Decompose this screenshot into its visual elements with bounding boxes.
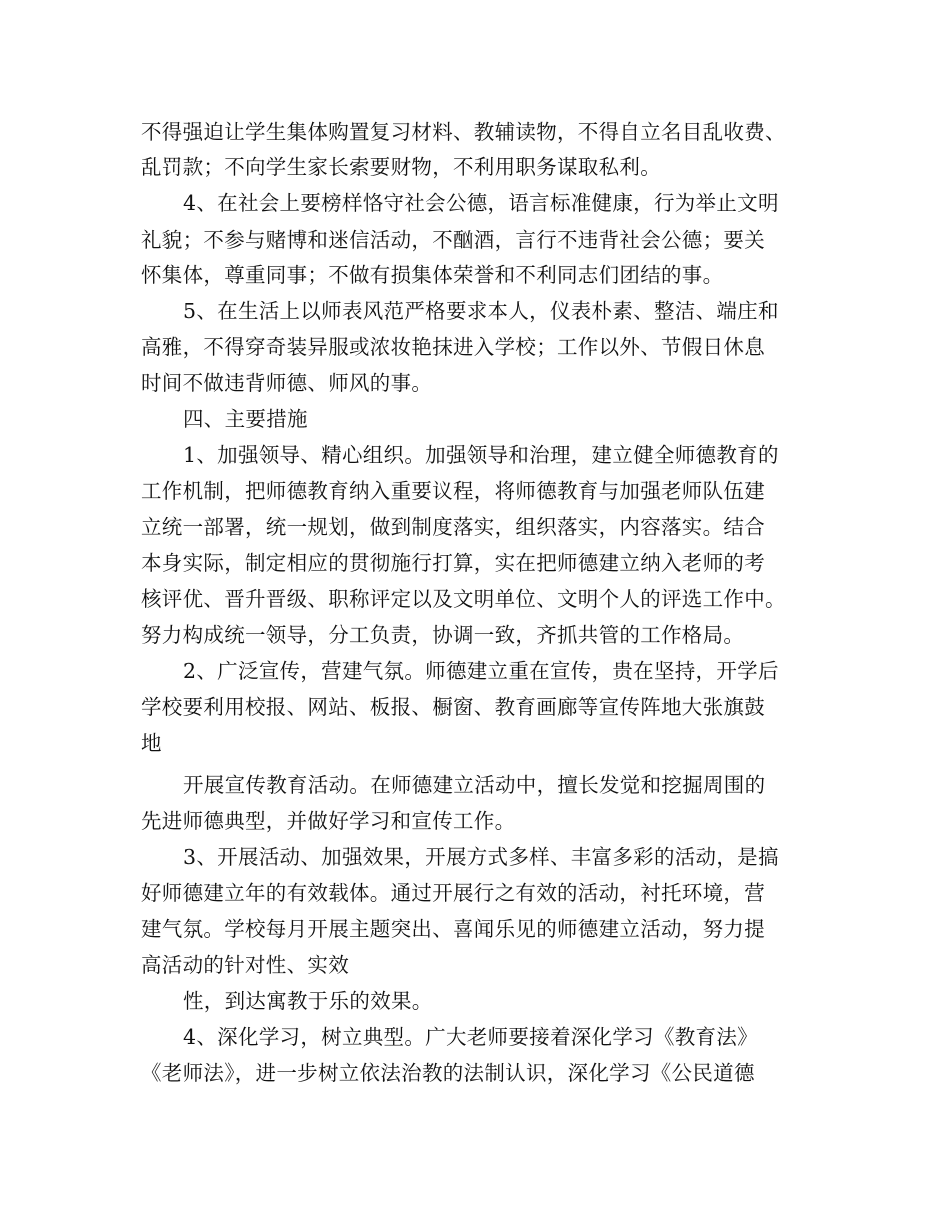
text-line: 《老师法》，进一步树立依法治教的法制认识，深化学习《公民道德	[141, 1061, 755, 1085]
text-line: 开展宣传教育活动。在师德建立活动中，擅长发觉和挖掘周围的	[183, 773, 766, 797]
text-line: 礼貌；不参与赌博和迷信活动，不酗酒，言行不违背社会公德；要关	[141, 228, 765, 252]
text-line: 不得强迫让学生集体购置复习材料、教辅读物，不得自立名目乱收费、	[141, 120, 786, 144]
paragraph-5-start: 5、在生活上以师表风范严格要求本人，仪表朴素、整洁、端庄和	[183, 299, 779, 323]
text-line: 时间不做违背师德、师风的事。	[141, 371, 433, 395]
text-line: 立统一部署，统一规划，做到制度落实，组织落实，内容落实。结合	[141, 515, 765, 539]
text-line: 性，到达寓教于乐的效果。	[183, 989, 433, 1013]
paragraph-4-start: 4、在社会上要榜样恪守社会公德，语言标准健康，行为举止文明	[183, 191, 779, 215]
text-line: 先进师德典型，并做好学习和宣传工作。	[141, 809, 516, 833]
text-line: 高雅，不得穿奇装异服或浓妆艳抹进入学校；工作以外、节假日休息	[141, 335, 765, 359]
text-line: 地	[141, 731, 162, 755]
text-line: 高活动的针对性、实效	[141, 953, 349, 977]
text-line: 核评优、晋升晋级、职称评定以及文明单位、文明个人的评选工作中。	[141, 587, 786, 611]
measure-4-start: 4、深化学习，树立典型。广大老师要接着深化学习《教育法》	[183, 1025, 758, 1049]
text-line: 本身实际，制定相应的贯彻施行打算，实在把师德建立纳入老师的考	[141, 551, 765, 575]
text-line: 好师德建立年的有效载体。通过开展行之有效的活动，衬托环境，营	[141, 881, 765, 905]
text-line: 努力构成统一领导，分工负责，协调一致，齐抓共管的工作格局。	[141, 623, 745, 647]
measure-1-start: 1、加强领导、精心组织。加强领导和治理，建立健全师德教育的	[183, 443, 779, 467]
section-heading: 四、主要措施	[183, 407, 308, 431]
text-line: 怀集体，尊重同事；不做有损集体荣誉和不利同志们团结的事。	[141, 263, 724, 287]
text-line: 乱罚款；不向学生家长索要财物，不利用职务谋取私利。	[141, 155, 661, 179]
measure-3-start: 3、开展活动、加强效果，开展方式多样、丰富多彩的活动，是搞	[183, 845, 779, 869]
text-line: 工作机制，把师德教育纳入重要议程，将师德教育与加强老师队伍建	[141, 479, 765, 503]
text-line: 建气氛。学校每月开展主题突出、喜闻乐见的师德建立活动，努力提	[141, 917, 765, 941]
text-line: 学校要利用校报、网站、板报、橱窗、教育画廊等宣传阵地大张旗鼓	[141, 695, 765, 719]
measure-2-start: 2、广泛宣传，营建气氛。师德建立重在宣传，贵在坚持，开学后	[183, 659, 779, 683]
